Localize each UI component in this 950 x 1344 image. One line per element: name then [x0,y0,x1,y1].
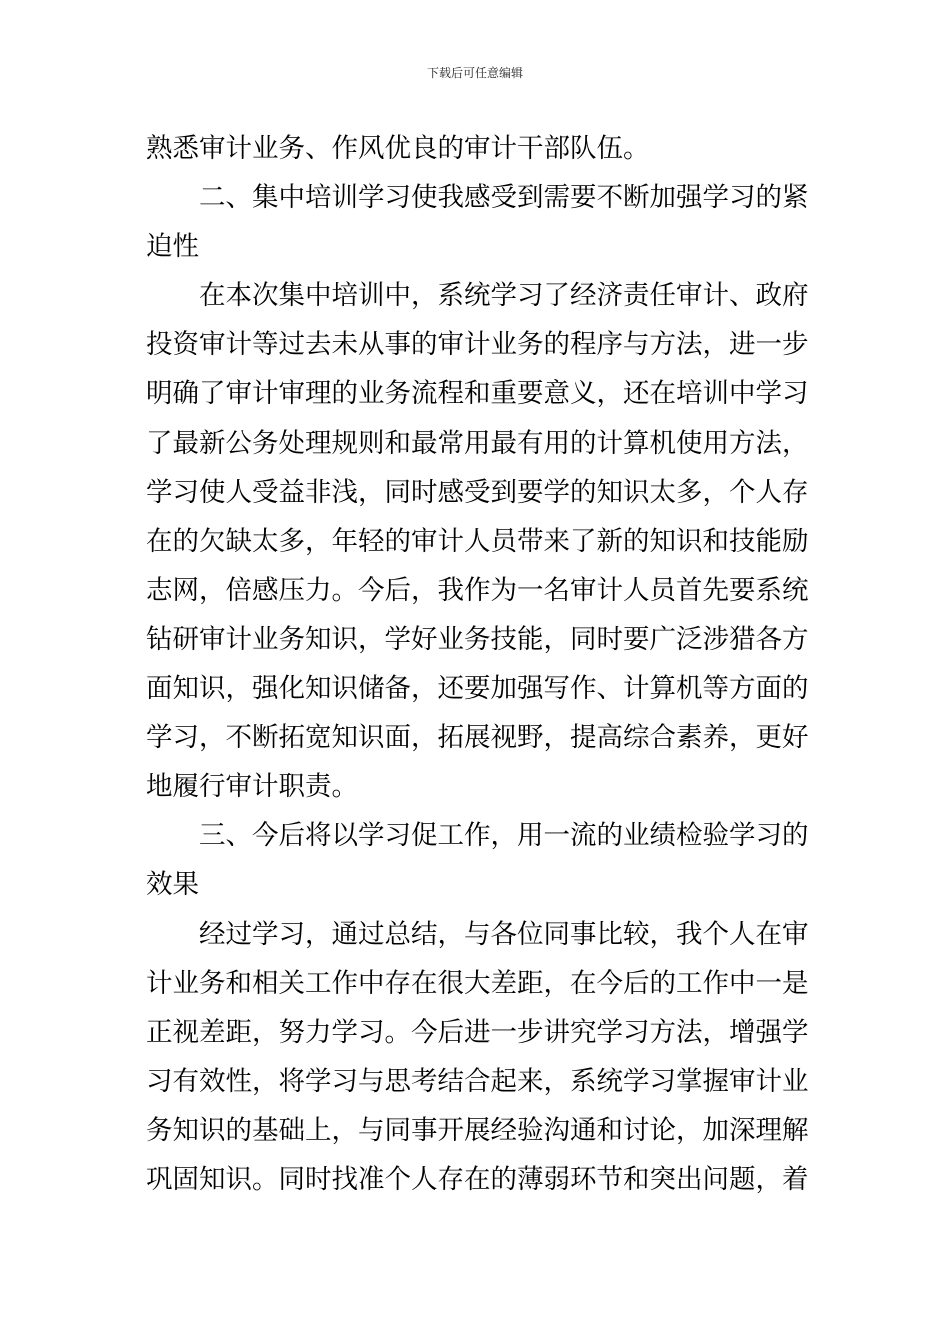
text-line: 习有效性，将学习与思考结合起来，系统学习掌握审计业 [146,1065,809,1097]
page-header: 下载后可任意编辑 [426,66,523,80]
text-line: 效果 [146,869,199,901]
text-line: 明确了审计审理的业务流程和重要意义，还在培训中学习 [146,378,809,410]
text-line: 投资审计等过去未从事的审计业务的程序与方法，进一步 [146,329,809,361]
text-line: 学习使人受益非浅，同时感受到要学的知识太多，个人存 [146,476,809,508]
text-line: 在本次集中培训中，系统学习了经济责任审计、政府 [199,280,809,312]
text-line: 巩固知识。同时找准个人存在的薄弱环节和突出问题，着 [146,1163,809,1195]
document-body [146,124,808,1204]
text-line: 钻研审计业务知识，学好业务技能，同时要广泛涉猎各方 [146,623,809,655]
text-line: 计业务和相关工作中存在很大差距，在今后的工作中一是 [146,967,809,999]
text-line: 熟悉审计业务、作风优良的审计干部队伍。 [146,133,650,164]
text-line: 经过学习，通过总结，与各位同事比较，我个人在审 [199,918,809,950]
text-line: 地履行审计职责。 [146,771,358,803]
text-line: 志网，倍感压力。今后，我作为一名审计人员首先要系统 [146,574,809,606]
text-line: 学习，不断拓宽知识面，拓展视野，提高综合素养，更好 [146,722,809,754]
text-line: 面知识，强化知识储备，还要加强写作、计算机等方面的 [146,673,809,705]
text-line: 迫性 [146,231,199,263]
text-line: 三、今后将以学习促工作，用一流的业绩检验学习的 [199,820,809,852]
text-line: 务知识的基础上，与同事开展经验沟通和讨论，加深理解 [146,1114,809,1146]
text-line: 了最新公务处理规则和最常用最有用的计算机使用方法， [146,427,809,459]
text-line: 正视差距，努力学习。今后进一步讲究学习方法，增强学 [146,1016,809,1048]
text-line: 二、集中培训学习使我感受到需要不断加强学习的紧 [199,182,809,214]
text-line: 在的欠缺太多，年轻的审计人员带来了新的知识和技能励 [146,525,809,557]
